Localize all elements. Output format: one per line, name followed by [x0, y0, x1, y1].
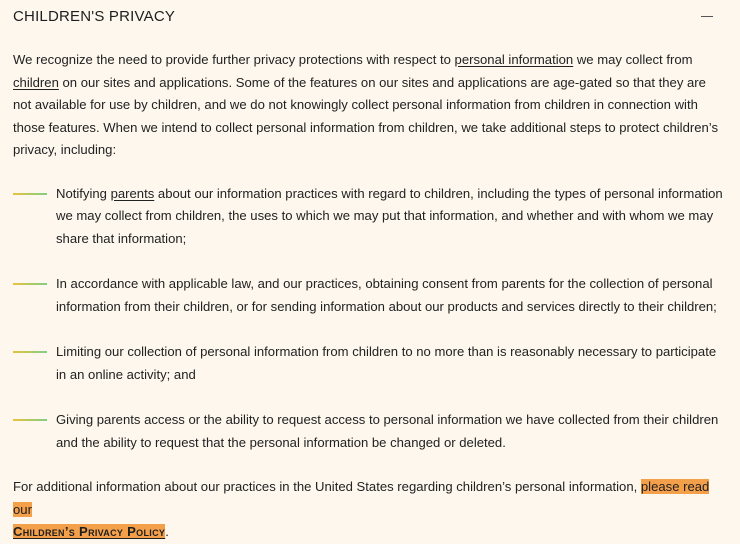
list-item [13, 273, 723, 318]
protection-list [13, 183, 723, 455]
read-policy-link[interactable]: please read our [13, 479, 710, 517]
dash-bullet-icon [13, 351, 47, 353]
list-item-text: about our information practices with regard to children, including the types of personal information we may collect from children, the uses to which we may put that information, and whether and with whom we may share that information; [56, 185, 723, 246]
list-item-text: Notifying [56, 185, 111, 201]
closing-period: . [165, 524, 169, 539]
section-header[interactable] [13, 7, 727, 27]
closing-text: For additional information about our practices in the United States regarding children’s personal information, [13, 479, 641, 494]
intro-text: We recognize the need to provide further privacy protections with respect to [13, 52, 455, 67]
personal-information-link[interactable]: personal information [454, 52, 574, 67]
intro-paragraph [13, 49, 723, 162]
children-link[interactable]: children [13, 74, 59, 90]
dash-bullet-icon [13, 283, 47, 285]
list-item-text: In accordance with applicable law, and our practices, obtaining consent from parents for the collection of personal information from their children, or for sending information about our products and services directly to their children; [56, 276, 717, 314]
minus-icon[interactable] [701, 13, 713, 21]
dash-bullet-icon [13, 419, 47, 421]
intro-text: we may collect from [573, 52, 693, 67]
section-title: CHILDREN'S PRIVACY [13, 8, 176, 25]
list-item-text: Giving parents access or the ability to request access to personal information we have collected from their children and the ability to request that the personal information be changed or deleted. [56, 412, 719, 450]
section-content [13, 49, 723, 544]
list-item-text: Limiting our collection of personal information from children to no more than is reasonably necessary to participate in an online activity; and [56, 344, 717, 382]
list-item [13, 183, 723, 251]
parents-link[interactable]: parents [110, 185, 155, 201]
intro-text: on our sites and applications. Some of the features on our sites and applications are age-gated so that they are not available for use by children, and we do not knowingly collect personal information from children in connection with those features. When we intend to collect personal information from children, we take additional steps to protect children’s privacy, including: [13, 74, 719, 157]
closing-paragraph [13, 476, 723, 544]
childrens-privacy-policy-link[interactable]: Children’s Privacy Policy [13, 524, 166, 539]
dash-bullet-icon [13, 193, 47, 195]
list-item [13, 409, 723, 454]
list-item [13, 341, 723, 386]
